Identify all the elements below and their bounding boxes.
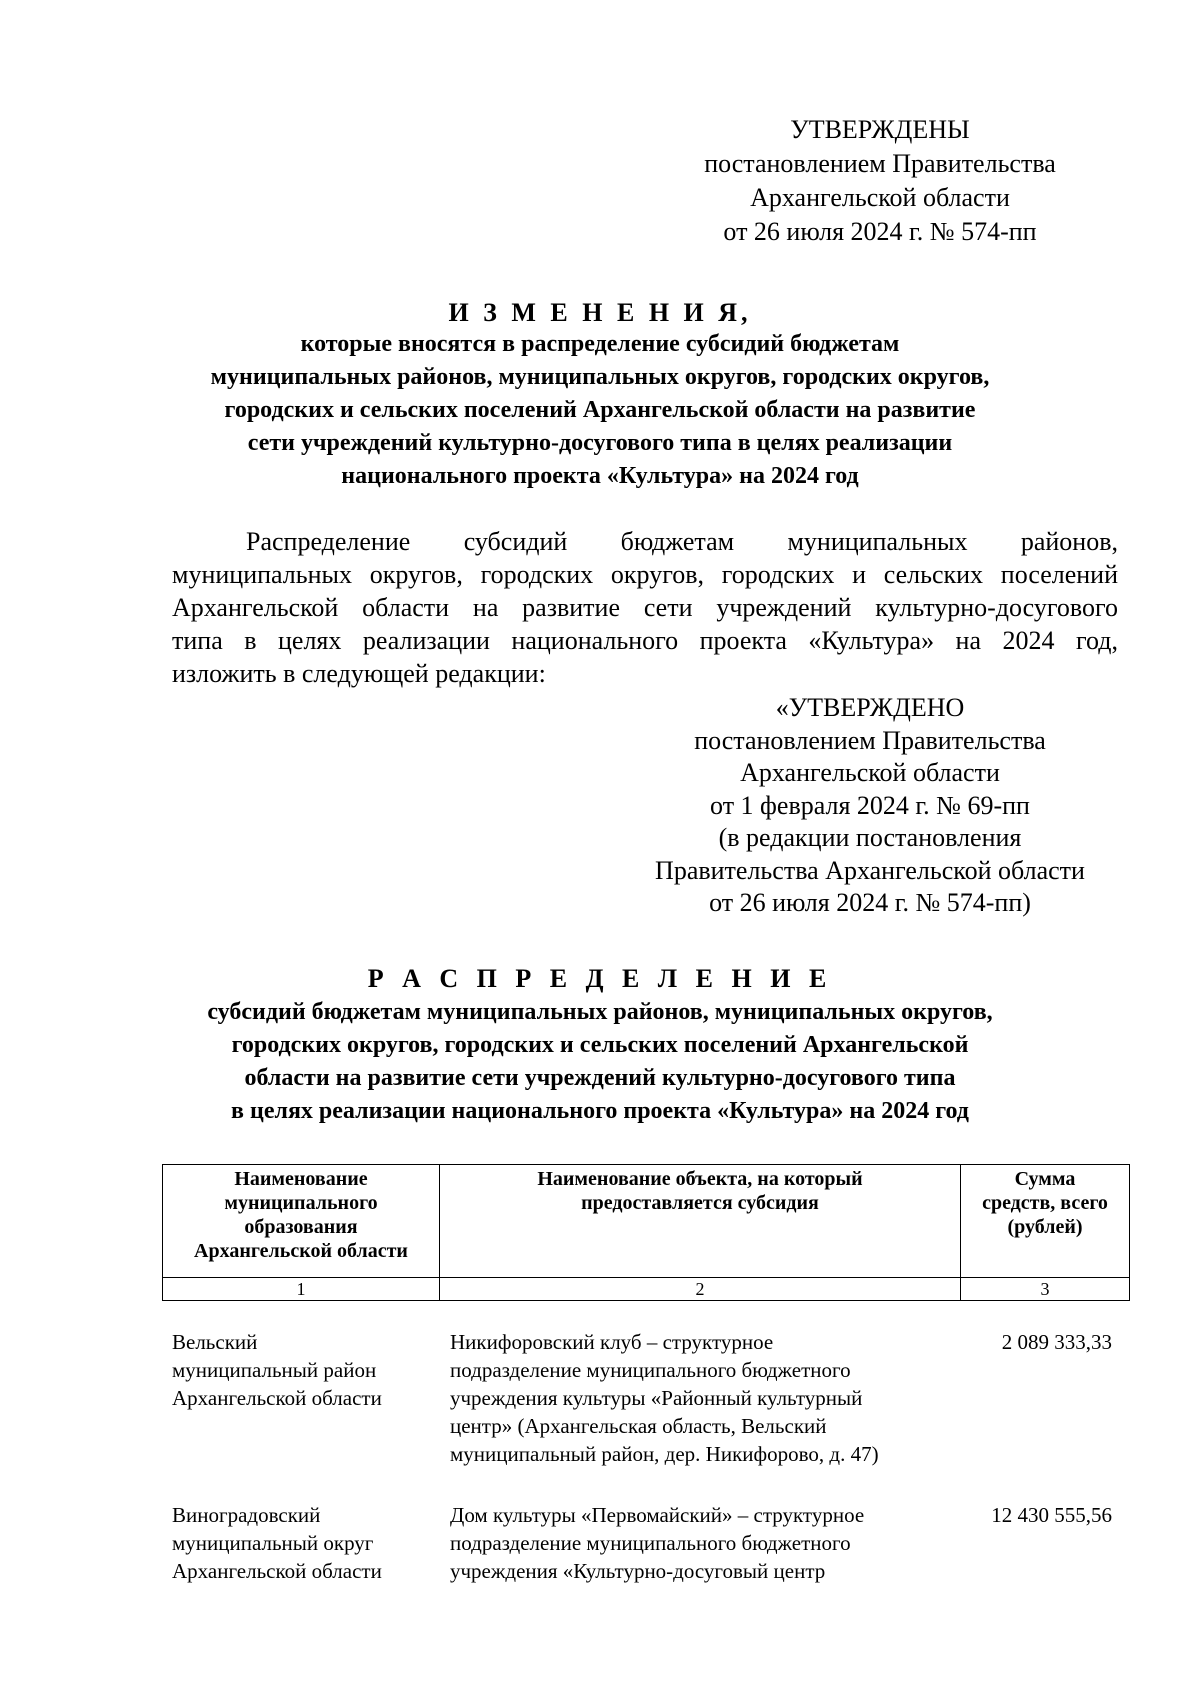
cell-line: учреждения «Культурно-досуговый центр [450,1559,826,1583]
cell-line: Архангельской области [172,1559,382,1583]
header-amount [961,1165,1130,1278]
approval-header [690,113,1070,249]
changes-subtitle-line: которые вносятся в распределение субсидий бюджетам [300,331,900,357]
cell-line: Дом культуры «Первомайский» – структурное [450,1503,865,1527]
distribution-title: Р А С П Р Е Д Е Л Е Н И Е [367,964,833,993]
cell-line: Никифоровский клуб – структурное [450,1330,774,1354]
intro-paragraph-line: типа в целях реализации национального проекта «Культура» на 2024 год, [172,626,1118,655]
intro-paragraph-line: муниципальных округов, городских округов, городских и сельских поселений [172,560,1118,589]
row-1-object [450,1328,970,1468]
changes-title: И З М Е Н Е Н И Я, [448,298,752,327]
row-2-amount: 12 430 555,56 [991,1503,1112,1527]
column-number: 1 [163,1278,440,1301]
header-line: средств, всего [982,1192,1108,1214]
header-line: муниципального [224,1192,378,1214]
cell-line: муниципальный округ [172,1531,374,1555]
changes-subtitle [100,328,1100,493]
changes-subtitle-line: городских и сельских поселений Архангельской области на развитие [224,397,976,423]
row-1-amount: 2 089 333,33 [1001,1330,1112,1354]
header-line: образования [244,1216,358,1238]
cell-line: учреждения культуры «Районный культурный [450,1386,863,1410]
intro-paragraph [172,525,1118,690]
approval-quote-line: Архангельской области [740,758,1000,787]
header-line: предоставляется субсидия [581,1192,819,1214]
cell-line: муниципальный район, дер. Никифорово, д. 47) [450,1442,879,1466]
distribution-table-header [162,1164,1130,1301]
approval-quote-line: Правительства Архангельской области [655,855,1085,885]
header-line: (рублей) [1007,1216,1083,1238]
intro-paragraph-line: Архангельской области на развитие сети учреждений культурно-досугового [172,593,1118,622]
table-header-row [163,1165,1130,1278]
cell-line: Вельский [172,1330,258,1354]
header-municipality [163,1165,440,1278]
approval-quote-line: «УТВЕРЖДЕНО [775,693,965,722]
intro-paragraph-line: Распределение субсидий бюджетам муниципальных районов, [246,527,1118,556]
row-1-municipality [172,1328,434,1412]
row-2-object [450,1501,970,1585]
changes-subtitle-line: национального проекта «Культура» на 2024 год [341,463,859,489]
cell-line: Виноградовский [172,1503,321,1527]
cell-line: муниципальный район [172,1358,377,1382]
cell-line: подразделение муниципального бюджетного [450,1531,851,1555]
table-column-numbers-row [163,1278,1130,1301]
approval-header-line: Архангельской области [750,183,1010,212]
intro-paragraph-line: изложить в следующей редакции: [172,659,546,688]
distribution-subtitle-line: в целях реализации национального проекта «Культура» на 2024 год [231,1098,969,1124]
approval-quote-line: (в редакции постановления [718,823,1022,852]
header-line: Архангельской области [194,1240,408,1262]
distribution-subtitle [100,996,1100,1128]
approval-header-line: УТВЕРЖДЕНЫ [790,115,970,144]
changes-subtitle-line: муниципальных районов, муниципальных округов, городских округов, [210,364,990,390]
approval-header-line: постановлением Правительства [704,149,1056,178]
distribution-subtitle-line: городских округов, городских и сельских поселений Архангельской [231,1032,969,1058]
distribution-subtitle-line: области на развитие сети учреждений культурно-досугового типа [244,1065,956,1091]
approval-header-line: от 26 июля 2024 г. № 574-пп [723,217,1037,246]
approval-quote-line: постановлением Правительства [694,725,1046,755]
distribution-subtitle-line: субсидий бюджетам муниципальных районов, муниципальных округов, [207,999,993,1025]
cell-line: Архангельской области [172,1386,382,1410]
changes-subtitle-line: сети учреждений культурно-досугового типа в целях реализации [247,430,953,456]
column-number: 2 [440,1278,961,1301]
header-line: Наименование объекта, на который [537,1168,863,1190]
cell-line: центр» (Архангельская область, Вельский [450,1414,827,1438]
approval-quote-line: от 1 февраля 2024 г. № 69-пп [710,790,1030,820]
approval-quote [620,692,1120,920]
approval-quote-line: от 26 июля 2024 г. № 574-пп) [709,888,1031,917]
header-line: Сумма [1014,1168,1076,1190]
column-number: 3 [961,1278,1130,1301]
row-2-municipality [172,1501,434,1585]
cell-line: подразделение муниципального бюджетного [450,1358,851,1382]
header-line: Наименование [234,1168,368,1190]
header-object [440,1165,961,1278]
